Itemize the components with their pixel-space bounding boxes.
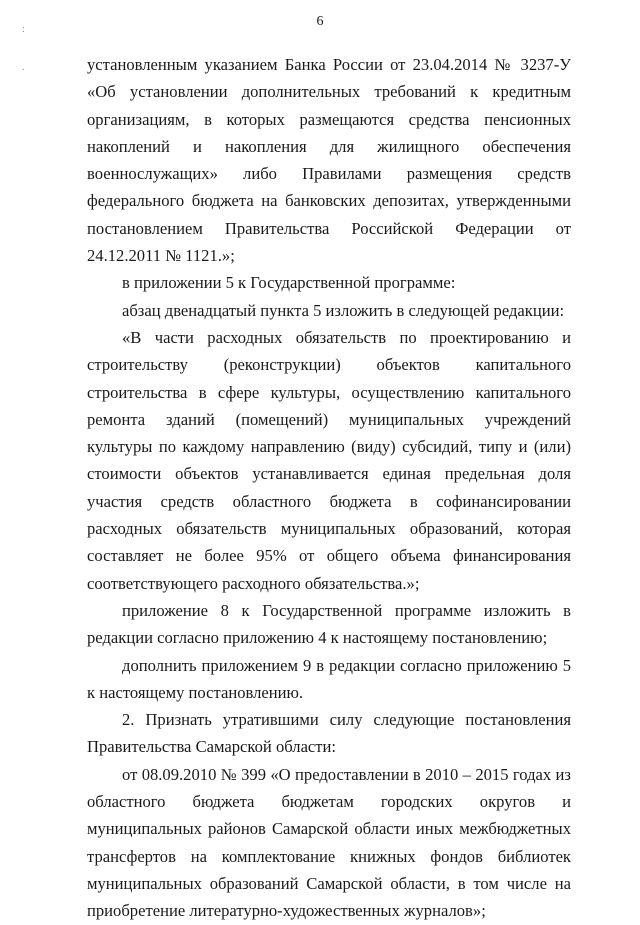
paragraph-point-2: 2. Признать утратившими силу следующие постановления Правительства Самарской области: (87, 710, 571, 757)
paragraph-appendix-8: приложение 8 к Государственной программе изложить в редакции согласно приложению 4 к настоящему постановлению; (87, 600, 571, 648)
paragraph-appendix-9: дополнить приложением 9 в редакции согласно приложению 5 к настоящему постановлению. (87, 655, 571, 702)
margin-mark: : (22, 24, 25, 35)
document-body (87, 51, 571, 925)
page-number: 6 (316, 14, 324, 29)
paragraph-continuation: установленным указанием Банка России от 23.04.2014 № 3237-У «Об установлении дополнительных требований к кредитным организациям, в которых размещаются средства пенсионных накоплений и накопления для жилищного обеспечения военнослужащих» либо Правилами размещения средств федерального бюджета на банковских депозитах, утвержденными постановлением Правительства Российской Федерации от 24.12.2011 № 1121.»; (87, 55, 571, 266)
paragraph-resolution-399: от 08.09.2010 № 399 «О предоставлении в 2010 – 2015 годах из областного бюджета бюджетам городских округов и муниципальных районов Самарской области иных межбюджетных трансфертов на комплектование книжных фондов библиотек муниципальных образований Самарской области, в том числе на приобретение литературно-художественных журналов»; (87, 764, 571, 921)
paragraph-appendix-5: в приложении 5 к Государственной программе: (122, 273, 456, 293)
paragraph-quote-expenses: «В части расходных обязательств по проектированию и строительству (реконструкции) объектов капитального строительства в сфере культуры, осуществлению капитального ремонта зданий (помещений) муниципальных учреждений культуры по каждому направлению (виду) субсидий, типу и (или) стоимости объектов устанавливается единая предельная доля участия средств областного бюджета в софинансировании расходных обязательств муниципальных образований, которая составляет не более 95% от общего объема финансирования соответствующего расходного обязательства.»; (87, 327, 571, 593)
paragraph-abzac-12: абзац двенадцатый пункта 5 изложить в следующей редакции: (122, 300, 565, 320)
margin-mark: . (22, 62, 25, 73)
